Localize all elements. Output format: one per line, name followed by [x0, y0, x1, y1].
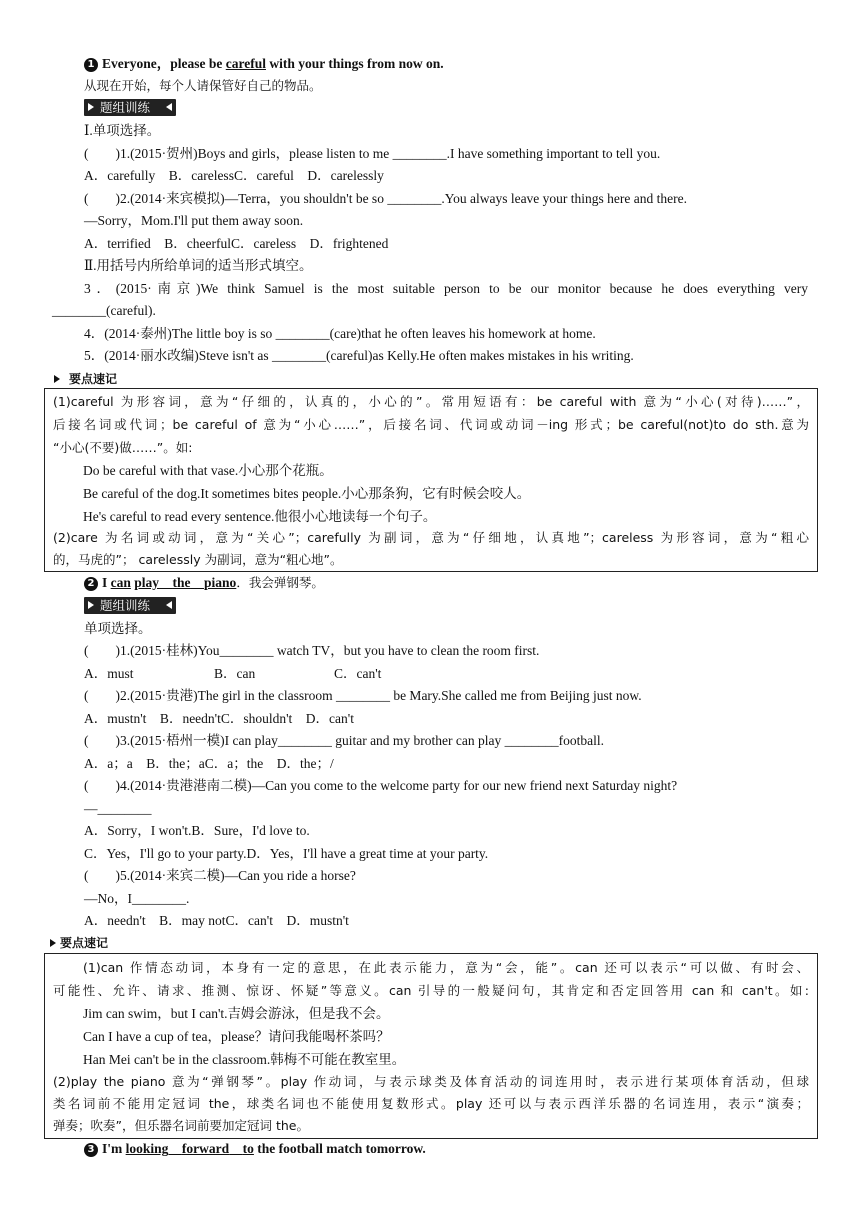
options-3: A．a；a B．the；aC．a；the D．the；/: [84, 756, 334, 771]
note-line: 可能性、允许、请求、推测、惊讶、怀疑”等意义。can 引导的一般疑问句，其肯定和否定回答用 can 和 can't。如:: [53, 983, 809, 998]
triangle-left-icon: [166, 103, 172, 111]
example-line: Jim can swim，but I can't.吉姆会游泳，但是我不会。: [83, 1006, 390, 1021]
key-points-box-2: [44, 953, 818, 1139]
question-3: 3．(2015·南京)We think Samuel is the most suitable person to be our monitor because he does everything very: [84, 281, 808, 296]
example-line: Do be careful with that vase.小心那个花瓶。: [83, 463, 333, 478]
question-2: ( )2.(2014·来宾模拟)—Terra，you shouldn't be so ________.You always leave your things here and there.: [84, 191, 688, 206]
arrow-right-icon: [54, 375, 60, 383]
example-line: Han Mei can't be in the classroom.韩梅不可能在教室里。: [83, 1052, 406, 1067]
example-line: Be careful of the dog.It sometimes bites people.小心那条狗，它有时候会咬人。: [83, 486, 531, 501]
part-title-2: Ⅱ.用括号内所给单词的适当形式填空。: [84, 258, 313, 273]
question-3-cont: ________(careful).: [52, 303, 156, 318]
exercise-tag-2: 题组训练: [84, 597, 176, 614]
options-4-cd: C．Yes，I'll go to your party.D．Yes，I'll have a great time at your party.: [84, 846, 489, 861]
note-line: (2)care 为名词或动词，意为“关心”；carefully 为副词，意为“仔细地，认真地”；careless 为形容词，意为“粗心: [53, 530, 809, 545]
number-badge-1: 1: [84, 58, 98, 72]
options-4-ab: A．Sorry，I won't.B．Sure，I'd love to.: [84, 823, 310, 838]
note-line: “小心(不要)做……”。如:: [53, 440, 193, 455]
blank-4: —________: [84, 801, 152, 816]
heading-sentence-1: 1 Everyone，please be careful with your things from now on.: [84, 55, 444, 73]
option-a: A．must: [84, 666, 134, 681]
reply-5: —No，I________.: [84, 891, 190, 906]
question-5: 5．(2014·丽水改编)Steve isn't as ________(careful)as Kelly.He often makes mistakes in his writing.: [84, 348, 634, 363]
question-4: 4．(2014·泰州)The little boy is so ________(care)that he often leaves his homework at home.: [84, 326, 596, 341]
example-line: Can I have a cup of tea，please？请问我能喝杯茶吗？: [83, 1029, 390, 1044]
note-line: 的，马虎的”； carelessly 为副词，意为“粗心地”。: [53, 552, 343, 567]
options-1: A．carefully B．carelessC．careful D．carelessly: [84, 168, 384, 183]
key-points-title-2: 要点速记: [50, 934, 108, 951]
question-3: ( )3.(2015·梧州一模)I can play________ guitar and my brother can play ________football.: [84, 733, 605, 748]
note-line: 后接名词或代词；be careful of 意为“小心……”，后接名词、代词或动词－ing 形式；be careful(not)to do sth.意为: [53, 417, 809, 432]
part-title-1: Ⅰ.单项选择。: [84, 123, 161, 138]
triangle-right-icon: [88, 103, 94, 111]
question-4: ( )4.(2014·贵港港南二模)—Can you come to the welcome party for our new friend next Saturday night?: [84, 778, 678, 793]
arrow-right-icon: [50, 939, 56, 947]
question-1: ( )1.(2015·桂林)You________ watch TV，but you have to clean the room first.: [84, 643, 540, 658]
option-c: C．can't: [334, 666, 382, 681]
part-title-3: 单项选择。: [84, 621, 152, 636]
number-badge-2: 2: [84, 577, 98, 591]
options-2: A．terrified B．cheerfulC．careless D．frightened: [84, 236, 389, 251]
exercise-tag-1: 题组训练: [84, 99, 176, 116]
options-2: A．mustn't B．needn'tC．shouldn't D．can't: [84, 711, 354, 726]
option-b: B．can: [214, 666, 256, 681]
triangle-right-icon: [88, 601, 94, 609]
note-line: (1)careful 为形容词，意为“仔细的，认真的，小心的”。常用短语有：be careful with 意为“小心(对待)……”，: [53, 394, 809, 409]
note-line: (2)play the piano 意为“弹钢琴”。play 作动词，与表示球类及体育活动的词连用时，表示进行某项体育活动，但球: [53, 1074, 809, 1089]
example-line: He's careful to read every sentence.他很小心地读每一个句子。: [83, 509, 437, 524]
translation-1: 从现在开始，每个人请保管好自己的物品。: [84, 78, 322, 93]
key-points-title-1: 要点速记: [54, 370, 117, 387]
note-line: 类名词前不能用定冠词 the，球类名词也不能使用复数形式。play 还可以与表示西洋乐器的名词连用，表示“演奏；: [53, 1096, 809, 1111]
reply-2: —Sorry，Mom.I'll put them away soon.: [84, 213, 304, 228]
question-2: ( )2.(2015·贵港)The girl in the classroom ________ be Mary.She called me from Beijing just now.: [84, 688, 642, 703]
heading-sentence-3: 3 I'm looking forward to the football match tomorrow.: [84, 1140, 426, 1158]
triangle-left-icon: [166, 601, 172, 609]
question-5: ( )5.(2014·来宾二模)—Can you ride a horse?: [84, 868, 356, 883]
heading-sentence-2: 2 I can play the piano．我会弹钢琴。: [84, 574, 324, 592]
number-badge-3: 3: [84, 1143, 98, 1157]
note-line: (1)can 作情态动词，本身有一定的意思，在此表示能力，意为“会，能”。can 还可以表示“可以做、有时会、: [83, 960, 809, 975]
key-points-box-1: [44, 388, 818, 572]
note-line: 弹奏；吹奏”，但乐器名词前要加定冠词 the。: [53, 1118, 309, 1133]
key-word: careful: [225, 56, 266, 71]
options-5: A．needn't B．may notC．can't D．mustn't: [84, 913, 349, 928]
question-1: ( )1.(2015·贺州)Boys and girls，please listen to me ________.I have something important to tell you.: [84, 146, 661, 161]
